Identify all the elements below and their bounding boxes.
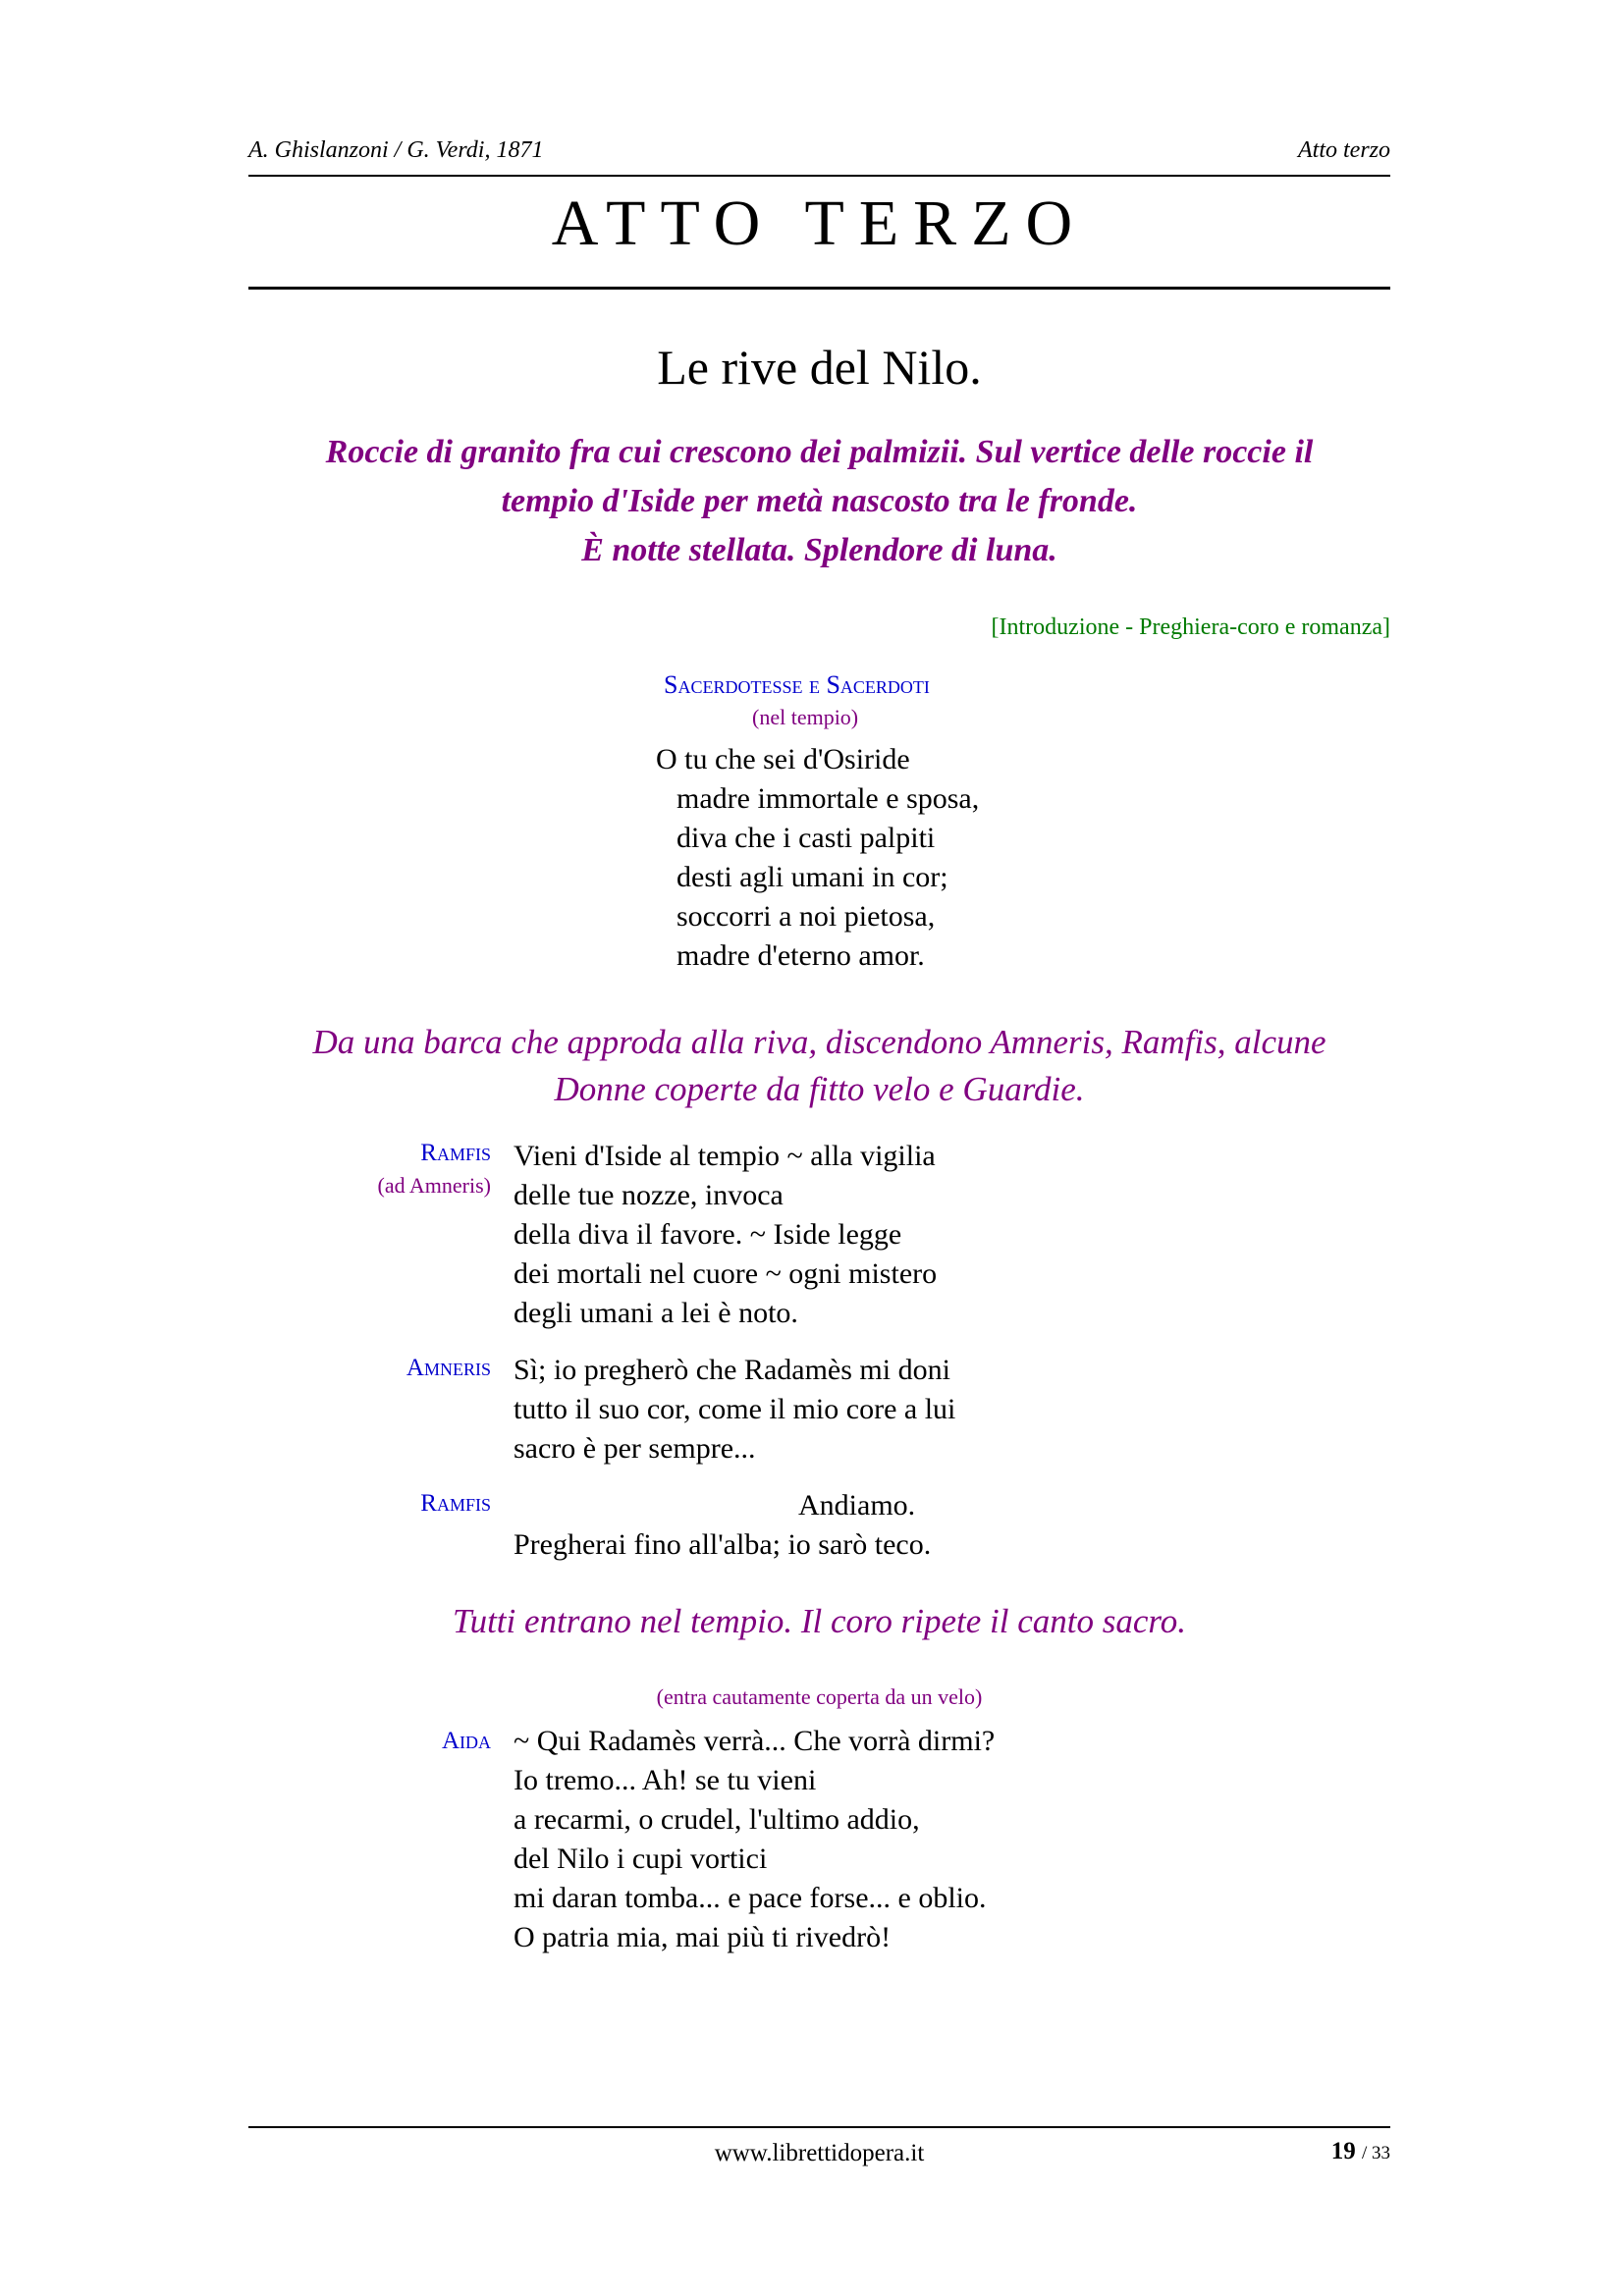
stage-direction [248,1019,1390,1113]
verse-line: mi daran tomba... e pace forse... e oblio. [514,1882,987,1914]
speaker-direction: (ad Amneris) [377,1173,491,1198]
stage-direction-line: Donne coperte da fitto velo e Guardie. [554,1070,1085,1108]
scene-title: Le rive del Nilo. [657,340,982,395]
verse-line: O tu che sei d'Osiride [656,743,910,775]
verse-line: madre immortale e sposa, [676,782,980,815]
verse-line: O patria mia, mai più ti rivedrò! [514,1921,892,1953]
scene-description [248,428,1390,575]
verse-line: Andiamo. [798,1489,916,1522]
ramfis-verse [514,1486,931,1565]
verse-line: desti agli umani in cor; [676,861,948,893]
verse-line: madre d'eterno amor. [676,939,925,972]
chorus-character-name: Sacerdotesse e Sacerdoti [664,670,930,699]
running-header-author: A. Ghislanzoni / G. Verdi, 1871 [248,137,544,163]
verse-line: Sì; io pregherò che Radamès mi doni [514,1354,950,1386]
scene-description-line: È notte stellata. Splendore di luna. [581,532,1057,568]
chorus-direction: (nel tempio) [752,705,859,729]
speaker-ramfis: Ramfis [420,1490,491,1517]
speaker-amneris: Amneris [406,1355,491,1381]
verse-line: Io tremo... Ah! se tu vieni [514,1764,817,1796]
verse-line: diva che i casti palpiti [676,822,936,854]
speaker-aida: Aida [441,1728,491,1754]
verse-line: della diva il favore. ~ Iside legge [514,1218,902,1251]
verse-line: Vieni d'Iside al tempio ~ alla vigilia [514,1140,936,1172]
verse-line: dei mortali nel cuore ~ ogni mistero [514,1257,938,1290]
stage-direction-line: Da una barca che approda alla riva, discendono Amneris, Ramfis, alcune [312,1023,1326,1061]
scene-description-line: Roccie di granito fra cui crescono dei palmizii. Sul vertice delle roccie il [325,434,1314,470]
ramfis-verse [514,1137,937,1333]
speaker-ramfis: Ramfis [420,1140,491,1166]
verse-line: ~ Qui Radamès verrà... Che vorrà dirmi? [514,1725,996,1757]
verse-line: soccorri a noi pietosa, [676,900,936,933]
musical-number-label: [Introduzione - Preghiera-coro e romanza] [991,614,1390,640]
verse-line: degli umani a lei è noto. [514,1297,798,1329]
page-number [1331,2138,1390,2165]
verse-line: a recarmi, o crudel, l'ultimo addio, [514,1803,920,1836]
verse-line: Pregherai fino all'alba; io sarò teco. [514,1528,932,1561]
act-title: ATTO TERZO [551,187,1088,259]
aida-verse [514,1722,995,1957]
aida-direction: (entra cautamente coperta da un velo) [656,1684,983,1709]
title-rule [248,287,1390,290]
chorus-verse [656,740,979,976]
running-header-act: Atto terzo [1298,137,1390,163]
verse-line: tutto il suo cor, come il mio core a lui [514,1393,956,1425]
verse-line: del Nilo i cupi vortici [514,1842,768,1875]
footer-url-link[interactable]: www.librettidopera.it [714,2140,925,2166]
verse-line: sacro è per sempre... [514,1432,756,1465]
current-page: 19 [1330,2138,1356,2164]
amneris-verse [514,1351,955,1468]
footer-rule [248,2126,1390,2128]
verse-line: delle tue nozze, invoca [514,1179,784,1211]
header-rule [248,175,1390,177]
scene-description-line: tempio d'Iside per metà nascosto tra le fronde. [501,483,1138,519]
total-pages: / 33 [1361,2143,1390,2163]
stage-direction: Tutti entrano nel tempio. Il coro ripete il canto sacro. [453,1602,1186,1640]
